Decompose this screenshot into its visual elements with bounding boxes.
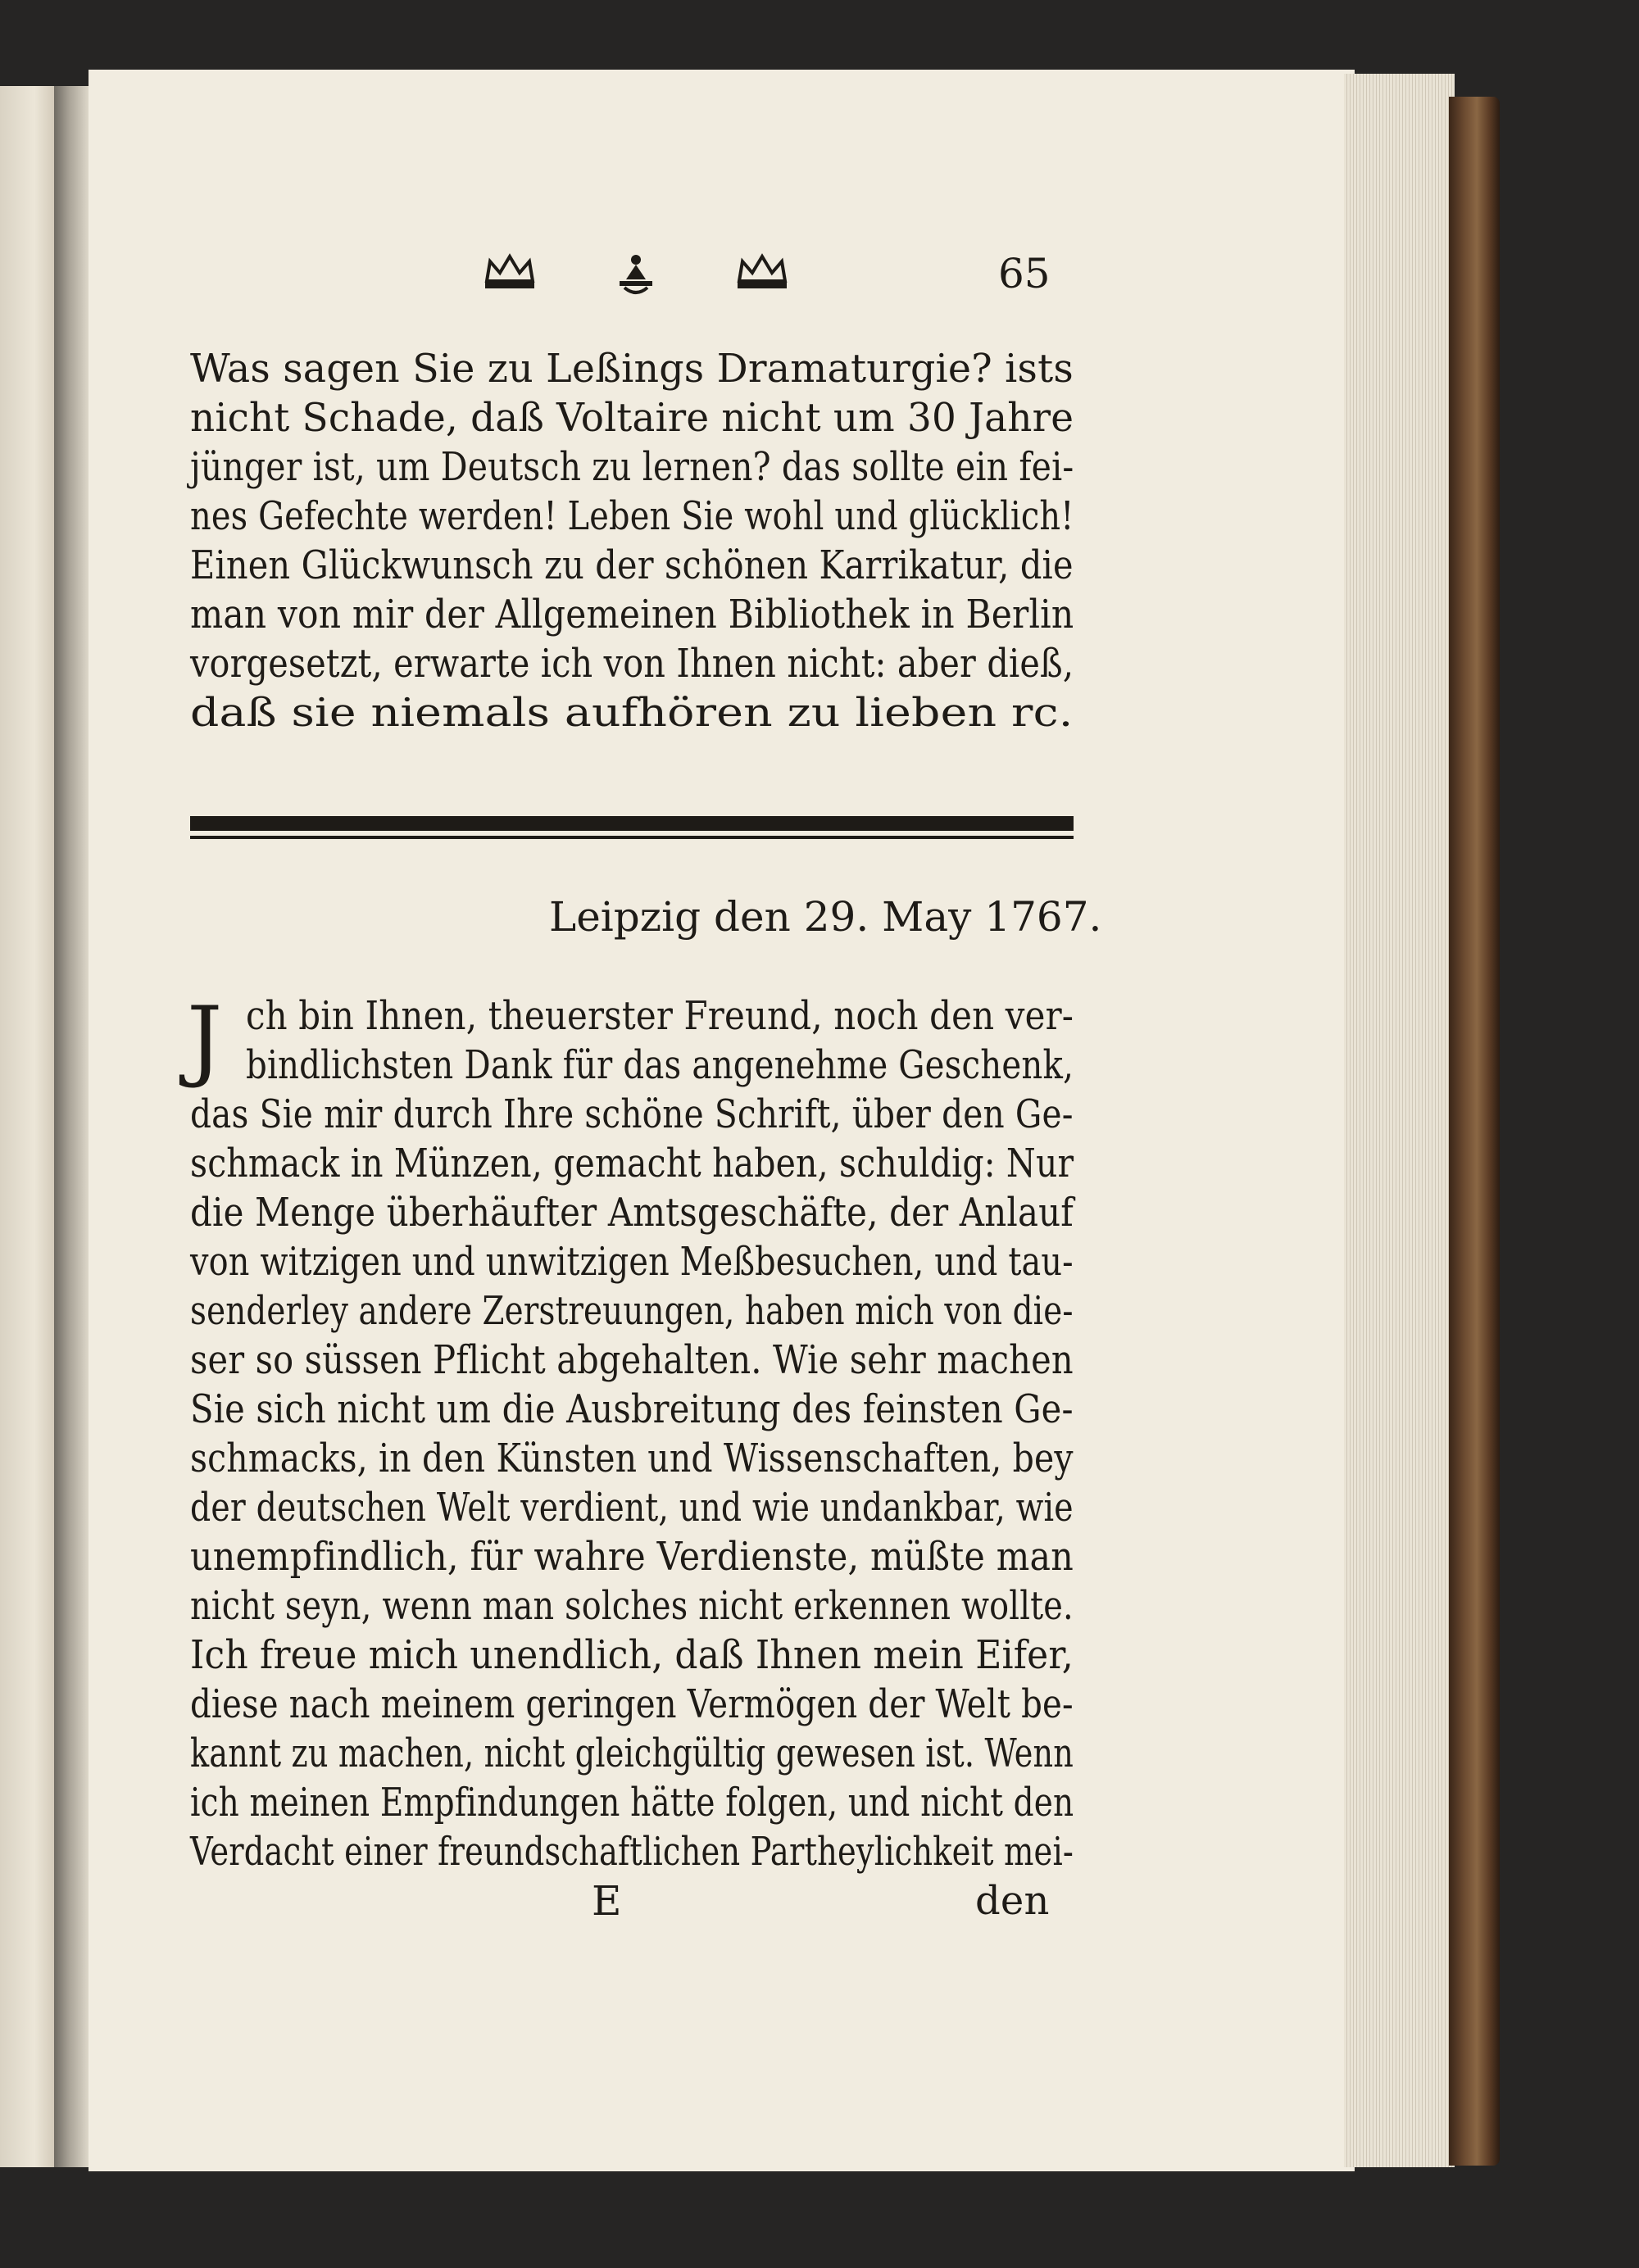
text-line: senderley andere Zerstreuungen, haben mich von die- [190,1288,1074,1334]
book-gutter [54,86,92,2167]
text-line: daß sie niemals aufhören zu lieben rc. [190,690,1074,736]
book-cover-binding [1449,97,1500,2166]
text-line: nes Gefechte werden! Leben Sie wohl und glücklich! [190,493,1074,539]
section-rule-thin [190,836,1074,839]
page-block-edges [1344,74,1455,2167]
text-line: schmacks, in den Künsten und Wissenschaften, bey [190,1436,1074,1481]
text-line: der deutschen Welt verdient, und wie undankbar, wie [190,1485,1074,1531]
text-line: diese nach meinem geringen Vermögen der Welt be- [190,1681,1074,1727]
crown-ornament-icon [482,252,539,293]
catchword: den [975,1878,1050,1924]
text-line: ch bin Ihnen, theuerster Freund, noch den ver- [246,993,1074,1039]
text-line: Verdacht einer freundschaftlichen Partheylichkeit mei- [190,1829,1074,1875]
text-line: vorgesetzt, erwarte ich von Ihnen nicht: aber dieß, [190,641,1074,687]
text-line: bindlichsten Dank für das angenehme Geschenk, [246,1042,1074,1088]
text-line: jünger ist, um Deutsch zu lernen? das sollte ein fei- [190,444,1074,490]
text-line: kannt zu machen, nicht gleichgültig gewesen ist. Wenn [190,1730,1074,1776]
text-line: schmack in Münzen, gemacht haben, schuldig: Nur [190,1141,1074,1186]
text-line: ser so süssen Pflicht abgehalten. Wie sehr machen [190,1337,1074,1383]
section-rule [190,816,1074,831]
text-line: unempfindlich, für wahre Verdienste, müßte man [190,1534,1074,1580]
text-line: man von mir der Allgemeinen Bibliothek in Berlin [190,592,1074,637]
signature-mark: E [592,1877,622,1925]
fleuron-ornament-icon [611,252,661,301]
text-line: die Menge überhäufter Amtsgeschäfte, der Anlauf [190,1190,1074,1236]
page-number: 65 [998,250,1051,297]
text-line: nicht Schade, daß Voltaire nicht um 30 Jahre [190,395,1074,441]
text-line: das Sie mir durch Ihre schöne Schrift, über den Ge- [190,1091,1074,1137]
drop-initial: J [187,988,223,1091]
text-line: Ich freue mich unendlich, daß Ihnen mein Eifer, [190,1632,1074,1678]
text-line: Was sagen Sie zu Leßings Dramaturgie? ists [190,346,1074,392]
crown-ornament-icon [734,252,792,293]
letter-dateline: Leipzig den 29. May 1767. [549,893,1102,941]
text-line: von witzigen und unwitzigen Meßbesuchen, und tau- [190,1239,1074,1285]
running-head-ornaments [482,252,1056,301]
facing-page-edge [0,86,57,2167]
text-line: Einen Glückwunsch zu der schönen Karrikatur, die [190,542,1074,588]
text-line: Sie sich nicht um die Ausbreitung des feinsten Ge- [190,1386,1074,1432]
text-line: ich meinen Empfindungen hätte folgen, und nicht den [190,1780,1074,1826]
text-line: nicht seyn, wenn man solches nicht erkennen wollte. [190,1583,1074,1629]
